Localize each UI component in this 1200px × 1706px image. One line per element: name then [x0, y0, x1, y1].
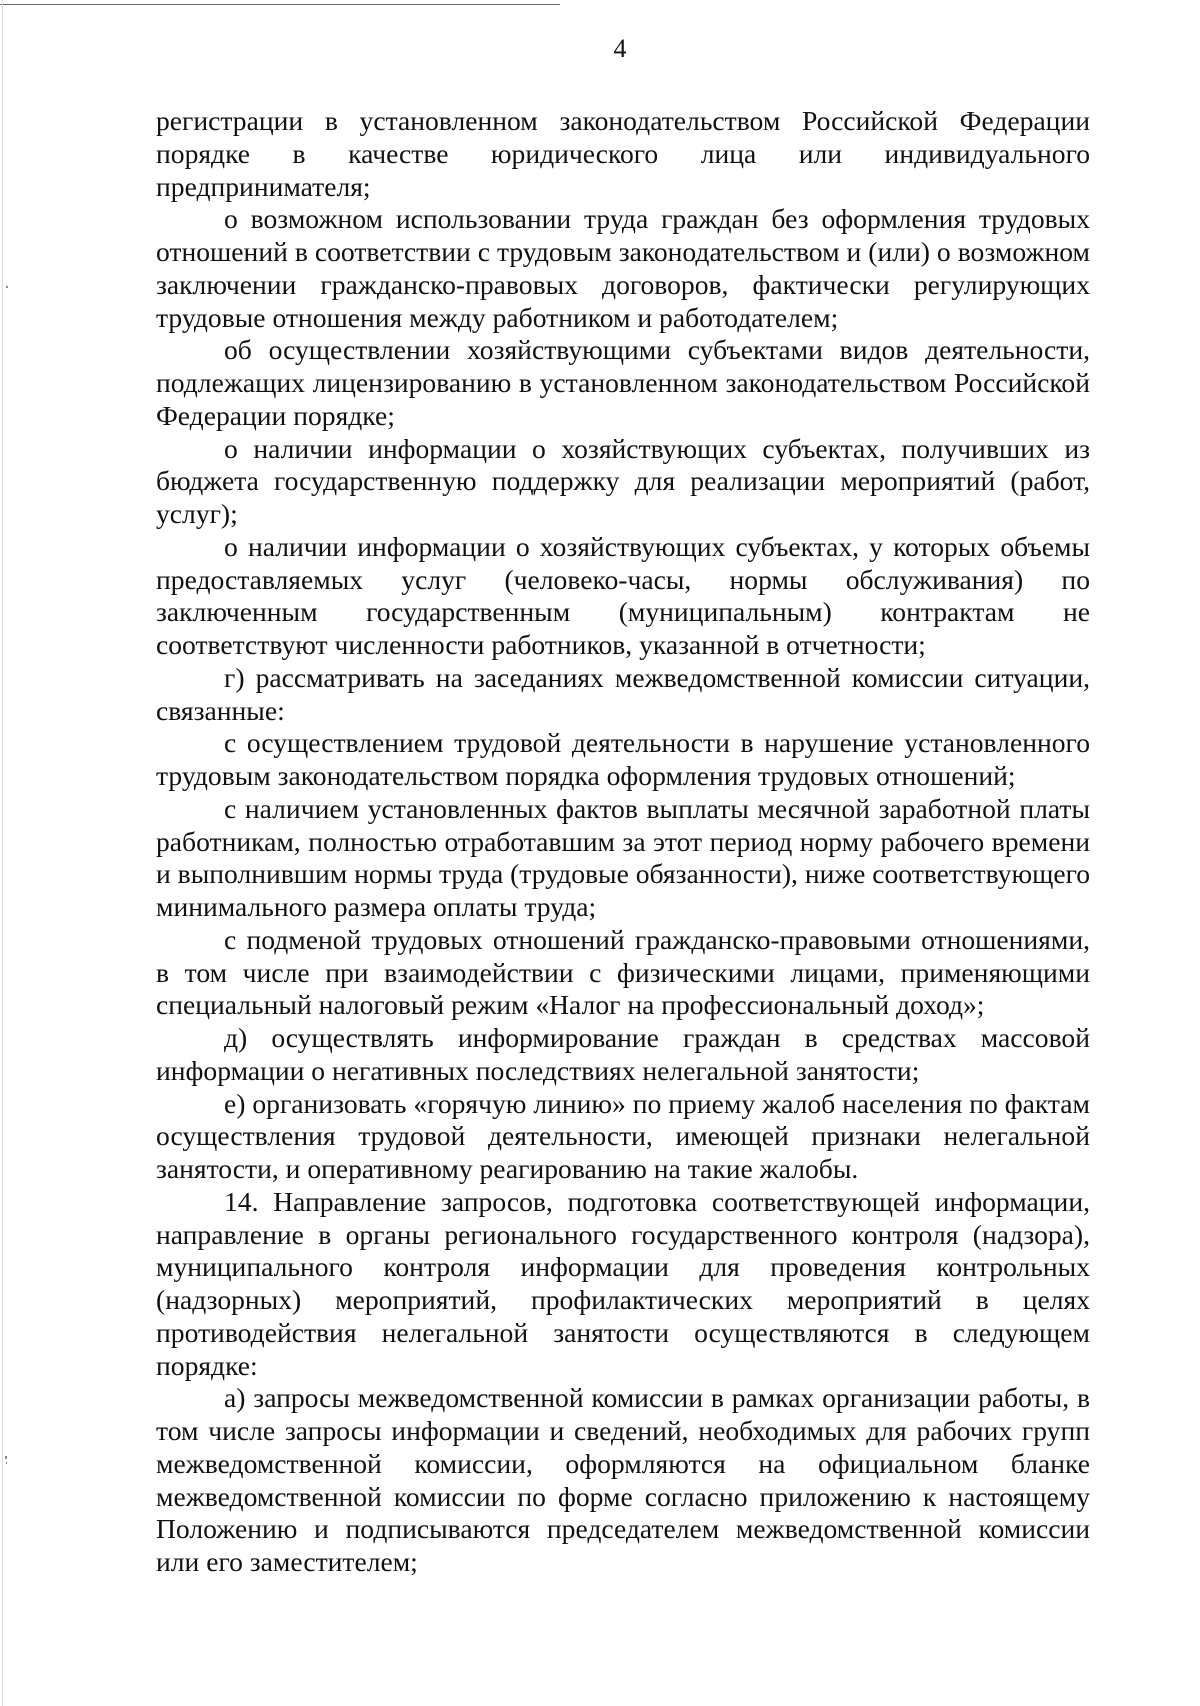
scan-artifact-mark [6, 1462, 7, 1464]
scan-artifact-mark [5, 1456, 7, 1459]
paragraph-item-g: г) рассматривать на заседаниях межведомственной комиссии ситуации, связанные: [156, 661, 1090, 726]
paragraph: о наличии информации о хозяйствующих субъектах, получивших из бюджета государственную поддержку для реализации мероприятий (работ, услуг); [156, 432, 1090, 529]
scan-artifact-line [0, 4, 560, 5]
paragraph: о наличии информации о хозяйствующих субъектах, у которых объемы предоставляемых услуг (человеко-часы, нормы обслуживания) по заключенным государственным (муниципальным) контрактам не соответствуют численности работников, указанной в отчетности; [156, 530, 1090, 660]
paragraph-item-d: д) осуществлять информирование граждан в средствах массовой информации о негативных последствиях нелегальной занятости; [156, 1022, 1090, 1086]
scan-artifact-edge [2, 0, 3, 1706]
paragraph-section-14: 14. Направление запросов, подготовка соответствующей информации, направление в органы регионального государственного контроля (надзора), муниципального контроля информации для проведения контрольных (надзорных) мероприятий, профилактических мероприятий в целях противодействия нелегальной занятости осуществляются в следующем порядке: [156, 1185, 1090, 1381]
scan-artifact-mark [6, 286, 8, 288]
paragraph: с наличием установленных фактов выплаты месячной заработной платы работникам, полностью отработавшим за этот период норму рабочего времени и выполнившим нормы труда (трудовые обязанности), ниже соответствующего минимального размера оплаты труда; [156, 792, 1090, 922]
paragraph-continuation: регистрации в установленном законодательством Российской Федерации порядке в качестве юридического лица или индивидуального предпринимателя; [156, 105, 1090, 202]
page-number: 4 [613, 34, 627, 63]
paragraph: с осуществлением трудовой деятельности в нарушение установленного трудовым законодательством порядка оформления трудовых отношений; [156, 727, 1090, 791]
paragraph: с подменой трудовых отношений гражданско-правовыми отношениями, в том числе при взаимодействии с физическими лицами, применяющими специальный налоговый режим «Налог на профессиональный доход»; [156, 923, 1090, 1021]
paragraph: об осуществлении хозяйствующими субъектами видов деятельности, подлежащих лицензированию в установленном законодательством Российской Федерации порядке; [156, 334, 1090, 431]
document-body [156, 105, 1090, 1579]
paragraph: о возможном использовании труда граждан без оформления трудовых отношений в соответствии с трудовым законодательством и (или) о возможном заключении гражданско-правовых договоров, фактически регулирующих трудовые отношения между работником и работодателем; [156, 203, 1090, 333]
paragraph-item-a: а) запросы межведомственной комиссии в рамках организации работы, в том числе запросы информации и сведений, необходимых для рабочих групп межведомственной комиссии, оформляются на официальном бланке межведомственной комиссии по форме согласно приложению к настоящему Положению и подписываются председателем межведомственной комиссии или его заместителем; [156, 1382, 1090, 1577]
paragraph-item-e: е) организовать «горячую линию» по приему жалоб населения по фактам осуществления трудовой деятельности, имеющей признаки нелегальной занятости, и оперативному реагированию на такие жалобы. [156, 1087, 1090, 1184]
